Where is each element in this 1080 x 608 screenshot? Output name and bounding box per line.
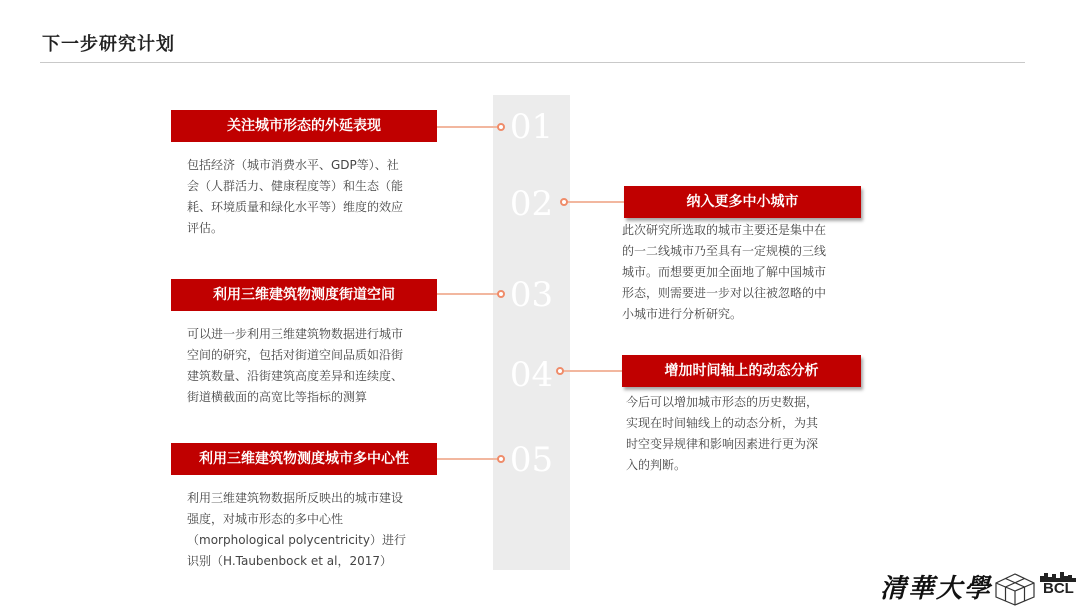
- timeline-number-05: 05: [509, 440, 554, 480]
- connector-01: [437, 126, 501, 128]
- connector-03: [437, 293, 501, 295]
- item-description-01: 包括经济（城市消费水平、GDP等）、社 会（人群活力、健康程度等）和生态（能 耗、环境质量和绿化水平等）维度的效应 评估。: [187, 158, 404, 235]
- item-heading-04: 增加时间轴上的动态分析: [622, 355, 861, 387]
- connector-dot-02: [560, 198, 568, 206]
- item-heading-02: 纳入更多中小城市: [624, 186, 861, 218]
- timeline-number-03: 03: [509, 275, 554, 315]
- item-description-05: 利用三维建筑物数据所反映出的城市建设 强度，对城市形态的多中心性 （morphological polycentricity）进行 识别（H.Taubenbock et al，2017）: [187, 491, 406, 568]
- item-heading-05: 利用三维建筑物测度城市多中心性: [171, 443, 437, 475]
- connector-dot-05: [497, 455, 505, 463]
- bcl-logo-text: BCL: [1043, 580, 1074, 597]
- timeline-number-01: 01: [509, 107, 554, 147]
- connector-02: [564, 201, 624, 203]
- title-divider: [40, 62, 1025, 63]
- bcl-cube-icon: [992, 572, 1038, 606]
- connector-dot-04: [556, 367, 564, 375]
- connector-04: [560, 370, 622, 372]
- connector-dot-03: [497, 290, 505, 298]
- timeline-number-02: 02: [509, 184, 554, 224]
- item-description-04: 今后可以增加城市形态的历史数据， 实现在时间轴线上的动态分析，为其 时空变异规律和影响因素进行更为深 入的判断。: [626, 395, 819, 472]
- item-heading-03: 利用三维建筑物测度街道空间: [171, 279, 437, 311]
- timeline-number-04: 04: [509, 355, 554, 395]
- item-heading-01: 关注城市形态的外延表现: [171, 110, 437, 142]
- item-description-02: 此次研究所选取的城市主要还是集中在 的一二线城市乃至具有一定规模的三线 城市。而想要更加全面地了解中国城市 形态，则需要进一步对以往被忽略的中 小城市进行分析研究。: [622, 223, 827, 321]
- timeline-spine: [493, 95, 570, 570]
- tsinghua-logo: 清華大學: [880, 574, 993, 604]
- connector-05: [437, 458, 501, 460]
- page-title: 下一步研究计划: [42, 34, 175, 55]
- connector-dot-01: [497, 123, 505, 131]
- item-description-03: 可以进一步利用三维建筑物数据进行城市 空间的研究，包括对街道空间品质如沿街 建筑数量、沿街建筑高度差异和连续度、 街道横截面的高宽比等指标的测算: [187, 327, 404, 404]
